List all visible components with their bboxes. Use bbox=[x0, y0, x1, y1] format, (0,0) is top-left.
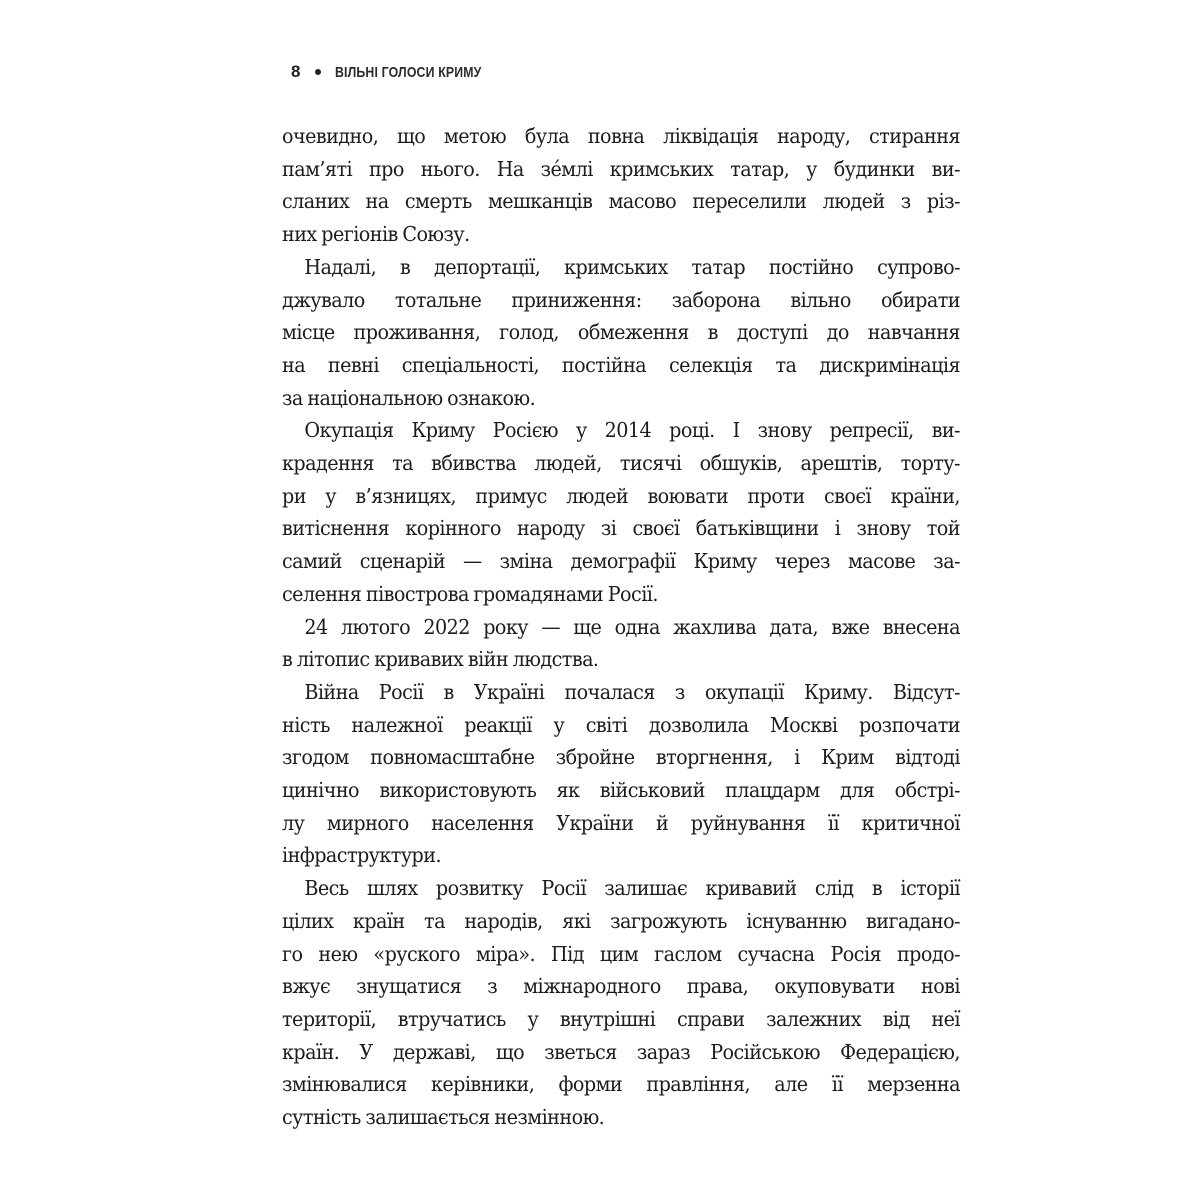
paragraph bbox=[282, 414, 960, 610]
text-line: згодом повномасштабне збройне вторгнення, і Крим відтоді bbox=[282, 745, 960, 770]
paragraph bbox=[282, 611, 960, 676]
paragraph bbox=[282, 872, 960, 1134]
text-line: Весь шлях розвитку Росії залишає кривавий слід в історії bbox=[304, 876, 960, 901]
text-line: цілих країн та народів, які загрожують існуванню вигадано- bbox=[282, 908, 960, 933]
paragraph bbox=[282, 676, 960, 872]
text-line: лу мирного населення України й руйнування її критичної bbox=[282, 810, 960, 835]
text-line: ри у в’язницях, примус людей воювати проти своєї країни, bbox=[282, 483, 960, 508]
text-line: інфраструктури. bbox=[282, 843, 442, 868]
bullet-separator-icon bbox=[315, 69, 321, 75]
text-line: очевидно, що метою була повна ліквідація народу, стирання bbox=[282, 124, 960, 148]
text-line: них регіонів Союзу. bbox=[282, 222, 470, 247]
text-line: країн. У державі, що зветься зараз Російською Федерацією, bbox=[282, 1039, 960, 1064]
page-number: 8 bbox=[291, 62, 301, 81]
text-line: змінювалися керівники, форми правління, але її мерзенна bbox=[282, 1072, 960, 1097]
body-text bbox=[282, 120, 960, 1134]
text-line: го нею «руского міра». Під цим гаслом сучасна Росія продо- bbox=[282, 941, 960, 966]
text-line: сутність залишається незмінною. bbox=[282, 1105, 605, 1130]
text-line: за національною ознакою. bbox=[282, 385, 536, 410]
running-header bbox=[291, 62, 513, 82]
paragraph bbox=[282, 120, 960, 251]
text-line: території, втручатись у внутрішні справи залежних від неї bbox=[282, 1006, 960, 1031]
text-line: сланих на смерть мешканців масово переселили людей з різ- bbox=[282, 189, 960, 214]
book-title: ВІЛЬНІ ГОЛОСИ КРИМУ bbox=[334, 63, 482, 81]
text-line: цинічно використовують як військовий плацдарм для обстрі- bbox=[282, 778, 960, 803]
text-line: ність належної реакції у світі дозволила Москві розпочати bbox=[282, 712, 960, 737]
paragraph bbox=[282, 251, 960, 415]
text-line: 24 лютого 2022 року — ще одна жахлива дата, вже внесена bbox=[304, 614, 960, 639]
text-line: Окупація Криму Росією у 2014 році. І знову репресії, ви- bbox=[304, 418, 960, 443]
text-line: в літопис кривавих війн людства. bbox=[282, 647, 599, 672]
text-line: Надалі, в депортації, кримських татар постійно супрово- bbox=[304, 254, 960, 279]
text-line: місце проживання, голод, обмеження в доступі до навчання bbox=[282, 320, 960, 345]
text-line: пам’яті про нього. На зéмлі кримських татар, у будинки ви- bbox=[282, 156, 960, 181]
text-line: крадення та вбивства людей, тисячі обшуків, арештів, торту- bbox=[282, 451, 960, 476]
text-line: самий сценарій — зміна демографії Криму через масове за- bbox=[282, 549, 960, 574]
text-line: витіснення корінного народу зі своєї батьківщини і знову той bbox=[282, 516, 960, 541]
text-line: на певні спеціальності, постійна селекція та дискримінація bbox=[282, 352, 960, 377]
text-line: джувало тотальне приниження: заборона вільно обирати bbox=[282, 287, 960, 312]
text-line: вжує знущатися з міжнародного права, окуповувати нові bbox=[282, 974, 960, 999]
text-line: селення півострова громадянами Росії. bbox=[282, 581, 658, 606]
text-line: Війна Росії в Україні почалася з окупації Криму. Відсут- bbox=[304, 679, 960, 704]
